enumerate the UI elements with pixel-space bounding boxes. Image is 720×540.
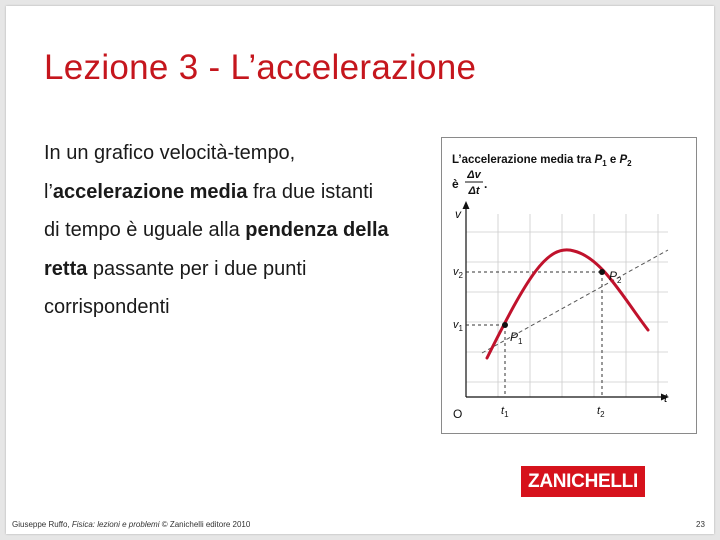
slide-body-text <box>44 134 394 327</box>
slide-title: Lezione 3 - L’accelerazione <box>44 48 477 87</box>
point-p1 <box>502 322 508 328</box>
body-text-bold-1: accelerazione media <box>52 180 248 203</box>
reference-lines <box>466 272 602 397</box>
footer-book-title: Fisica: lezioni e problemi <box>71 520 160 529</box>
point-p2-label: $P_2$ <box>609 269 622 285</box>
x-axis-label: t <box>664 391 668 405</box>
t2-label: $t_2$ <box>597 405 605 419</box>
y-axis-arrow-icon <box>463 201 470 209</box>
footer-author: Giuseppe Ruffo, <box>12 520 72 529</box>
formula-dot: . <box>484 177 488 191</box>
y-axis-label: v <box>455 207 461 221</box>
grid <box>466 214 668 397</box>
formula-prefix: è <box>452 177 459 191</box>
zanichelli-logo <box>521 466 645 497</box>
v2-label: $v_2$ <box>453 266 463 280</box>
point-p1-label: $P_1$ <box>510 330 523 346</box>
body-text-part-3: passante per i due punti corrispondenti <box>44 257 307 318</box>
v1-label: $v_1$ <box>453 319 463 333</box>
figure-caption: L’accelerazione media tra $P_1$ e $P_2$ <box>452 154 632 168</box>
formula-denominator: Δt <box>468 185 480 197</box>
logo-text: ZANICHELLI <box>528 471 638 492</box>
velocity-time-graph <box>442 138 696 433</box>
body-text-bold-2: pendenza della retta <box>44 219 389 280</box>
formula-numerator: Δv <box>467 169 481 181</box>
body-text-part-2: fra due istanti di tempo è uguale alla <box>44 180 374 241</box>
origin-label: O <box>453 407 463 421</box>
acceleration-graph-figure <box>441 137 697 434</box>
footer-credit <box>12 520 250 529</box>
point-p2 <box>599 269 605 275</box>
slide <box>6 6 714 534</box>
footer-publisher: © Zanichelli editore 2010 <box>159 520 251 529</box>
page-number: 23 <box>696 520 705 529</box>
t1-label: $t_1$ <box>501 405 509 419</box>
body-text-part-1: In un grafico velocità-tempo, l’ <box>44 142 296 203</box>
